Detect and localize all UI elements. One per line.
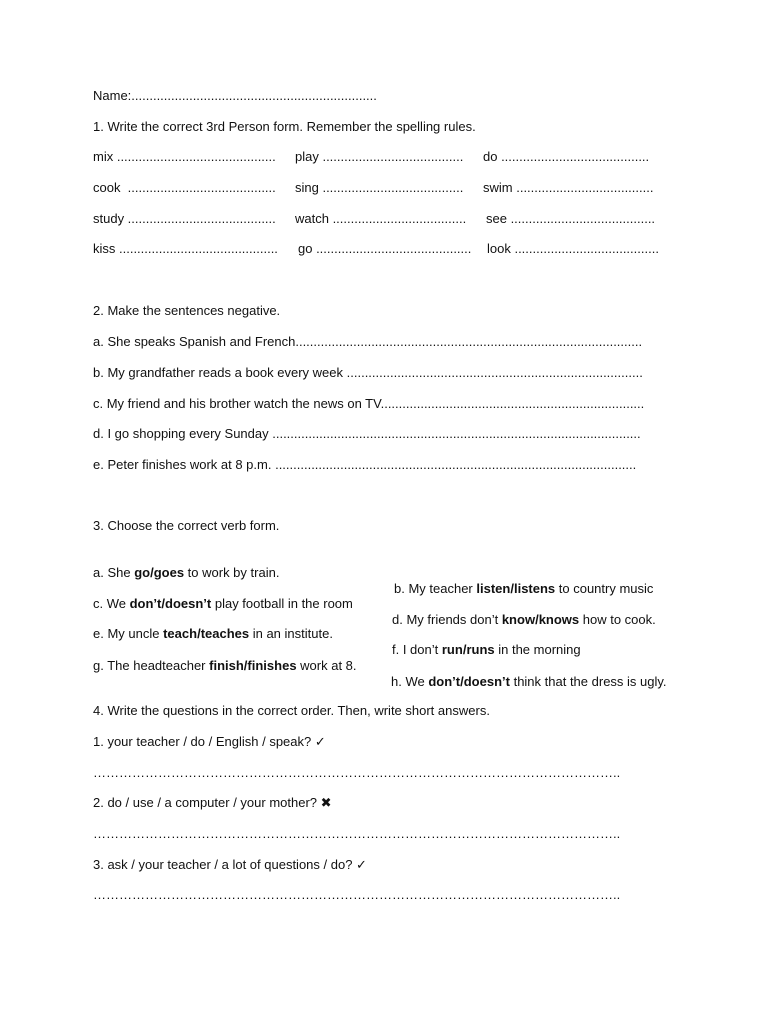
ex1-blank[interactable]: mix ............................................: [93, 149, 280, 164]
ex1-blank[interactable]: sing .......................................: [295, 180, 467, 195]
exercise-2-heading: 2. Make the sentences negative.: [93, 303, 281, 318]
exercise-4-heading: 4. Write the questions in the correct order. Then, write short answers.: [93, 703, 490, 718]
ex1-blank[interactable]: study .........................................: [93, 211, 280, 226]
ex4-question: 3. ask / your teacher / a lot of questions / do? ✓: [93, 857, 367, 872]
ex4-question: 2. do / use / a computer / your mother? ✖: [93, 795, 332, 810]
ex1-row: [93, 241, 693, 257]
ex4-answer-line[interactable]: …………………………………………………………………………………………………………..: [93, 765, 621, 780]
ex3-row: [93, 642, 703, 690]
ex3-item-b: b. My teacher listen/listens to country music: [394, 581, 654, 596]
ex3-item-a: a. She go/goes to work by train.: [93, 565, 280, 580]
ex2-item[interactable]: a. She speaks Spanish and French................................................................................................: [93, 334, 643, 349]
ex1-blank[interactable]: see ........................................: [486, 211, 656, 226]
ex1-row: [93, 180, 693, 196]
ex4-answer-line[interactable]: …………………………………………………………………………………………………………..: [93, 826, 621, 841]
option[interactable]: knows: [538, 612, 580, 627]
exercise-1-heading: 1. Write the correct 3rd Person form. Remember the spelling rules.: [93, 119, 476, 134]
ex1-blank[interactable]: look ........................................: [487, 241, 659, 256]
ex2-item[interactable]: b. My grandfather reads a book every week ..................................................................................: [93, 365, 643, 380]
option[interactable]: teach: [163, 626, 198, 641]
ex1-blank[interactable]: swim ......................................: [483, 180, 654, 195]
ex3-item-c: c. We don’t/doesn’t play football in the room: [93, 596, 353, 611]
ex1-blank[interactable]: do .........................................: [483, 149, 650, 164]
option[interactable]: finishes: [247, 658, 297, 673]
ex4-answer-line[interactable]: …………………………………………………………………………………………………………..: [93, 887, 621, 902]
option[interactable]: know: [501, 612, 536, 627]
check-icon: ✓: [314, 734, 326, 749]
option[interactable]: doesn’t: [165, 596, 212, 611]
ex3-item-d: d. My friends don’t know/knows how to cook.: [392, 612, 656, 627]
exercise-3-heading: 3. Choose the correct verb form.: [93, 518, 280, 533]
option[interactable]: runs: [466, 642, 495, 657]
ex3-item-h: h. We don’t/doesn’t think that the dress is ugly.: [391, 674, 667, 689]
option[interactable]: listen: [476, 581, 511, 596]
ex3-item-e: e. My uncle teach/teaches in an institute.: [93, 626, 333, 641]
ex1-row: [93, 149, 693, 165]
ex1-blank[interactable]: watch .....................................: [295, 211, 470, 226]
ex1-row: [93, 211, 693, 227]
option[interactable]: doesn’t: [463, 674, 510, 689]
name-field[interactable]: Name:....................................................................: [93, 88, 377, 103]
option[interactable]: listens: [513, 581, 556, 596]
ex2-item[interactable]: e. Peter finishes work at 8 p.m. ....................................................................................................: [93, 457, 637, 472]
check-icon: ✓: [356, 857, 367, 872]
ex2-item[interactable]: d. I go shopping every Sunday ......................................................................................................: [93, 426, 641, 441]
option[interactable]: finish: [209, 658, 244, 673]
ex1-blank[interactable]: kiss ............................................: [93, 241, 282, 256]
ex1-blank[interactable]: play .......................................: [295, 149, 467, 164]
ex1-blank[interactable]: cook .........................................: [93, 180, 280, 195]
cross-icon: ✖: [320, 795, 332, 810]
ex3-item-g: g. The headteacher finish/finishes work at 8.: [93, 658, 357, 673]
option[interactable]: goes: [153, 565, 185, 580]
ex4-question: 1. your teacher / do / English / speak? ✓: [93, 734, 326, 749]
option[interactable]: teaches: [200, 626, 250, 641]
option[interactable]: don’t: [428, 674, 461, 689]
option[interactable]: run: [441, 642, 463, 657]
option[interactable]: don’t: [129, 596, 162, 611]
ex3-item-f: f. I don’t run/runs in the morning: [392, 642, 581, 657]
ex2-item[interactable]: c. My friend and his brother watch the news on TV.........................................................................: [93, 396, 645, 411]
ex1-blank[interactable]: go ...........................................: [298, 241, 475, 256]
option[interactable]: go: [134, 565, 151, 580]
